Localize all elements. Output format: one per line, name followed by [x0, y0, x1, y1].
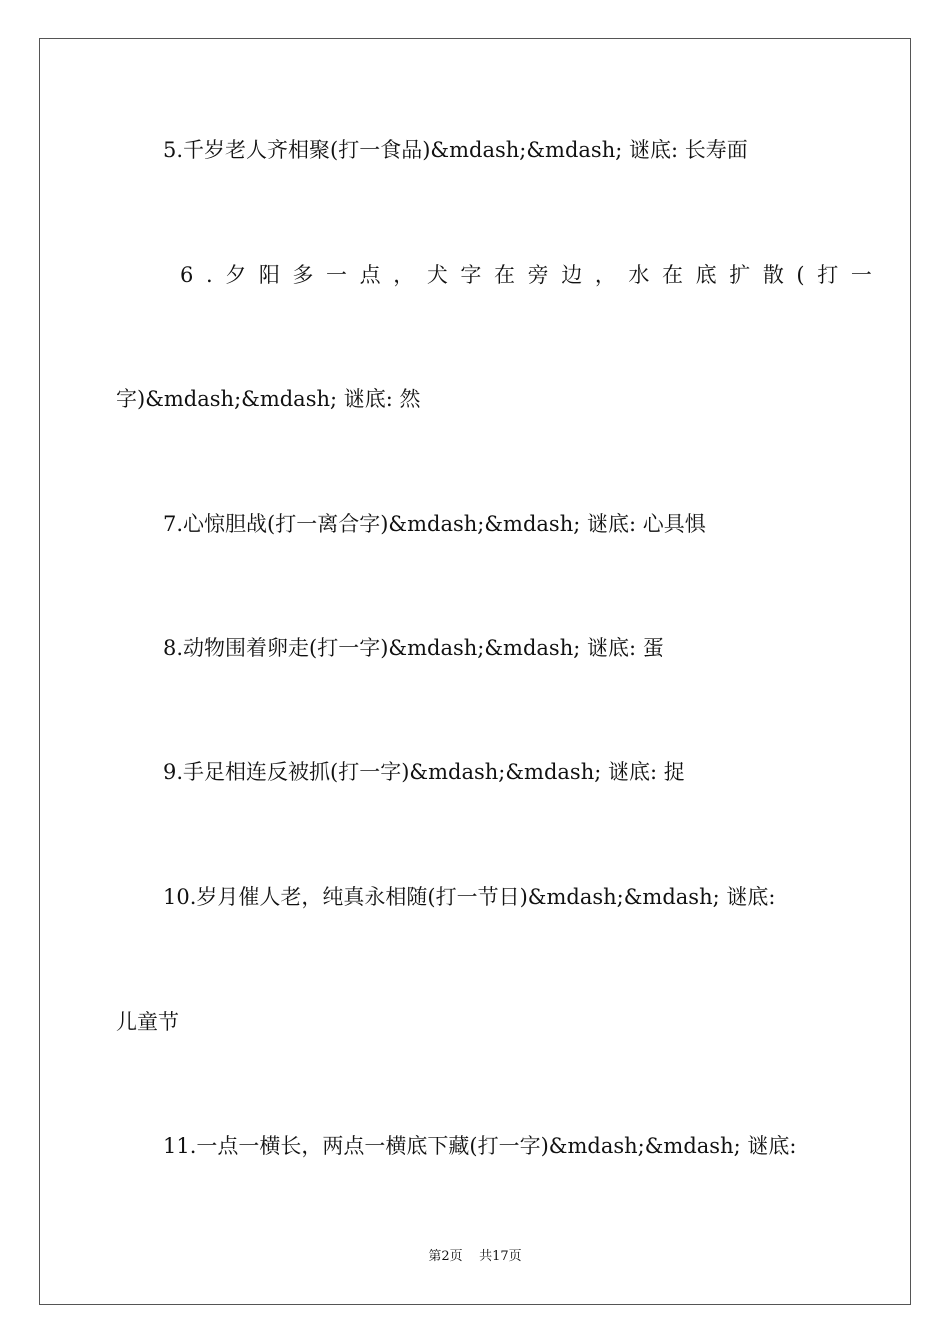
riddle-line-9: 9.手足相连反被抓(打一字)&mdash;&mdash; 谜底: 捉 [163, 760, 685, 784]
total-pages: 共17页 [479, 1249, 522, 1264]
riddle-line-10: 10.岁月催人老，纯真永相随(打一节日)&mdash;&mdash; 谜底: [163, 885, 776, 909]
riddle-line-8: 8.动物围着卵走(打一字)&mdash;&mdash; 谜底: 蛋 [163, 636, 664, 660]
page-border [39, 38, 911, 1305]
page-footer [0, 1248, 950, 1266]
riddle-line-6: 6.夕阳多一点，犬字在旁边，水在底扩散(打一 [180, 263, 885, 287]
riddle-line-10-answer: 儿童节 [116, 1010, 179, 1034]
riddle-line-5: 5.千岁老人齐相聚(打一食品)&mdash;&mdash; 谜底: 长寿面 [163, 138, 748, 162]
riddle-line-11: 11.一点一横长，两点一横底下藏(打一字)&mdash;&mdash; 谜底: [163, 1134, 797, 1158]
riddle-line-6-continued: 字)&mdash;&mdash; 谜底: 然 [116, 387, 421, 411]
riddle-line-7: 7.心惊胆战(打一离合字)&mdash;&mdash; 谜底: 心具惧 [163, 512, 706, 536]
page-number: 第2页 [428, 1249, 463, 1264]
